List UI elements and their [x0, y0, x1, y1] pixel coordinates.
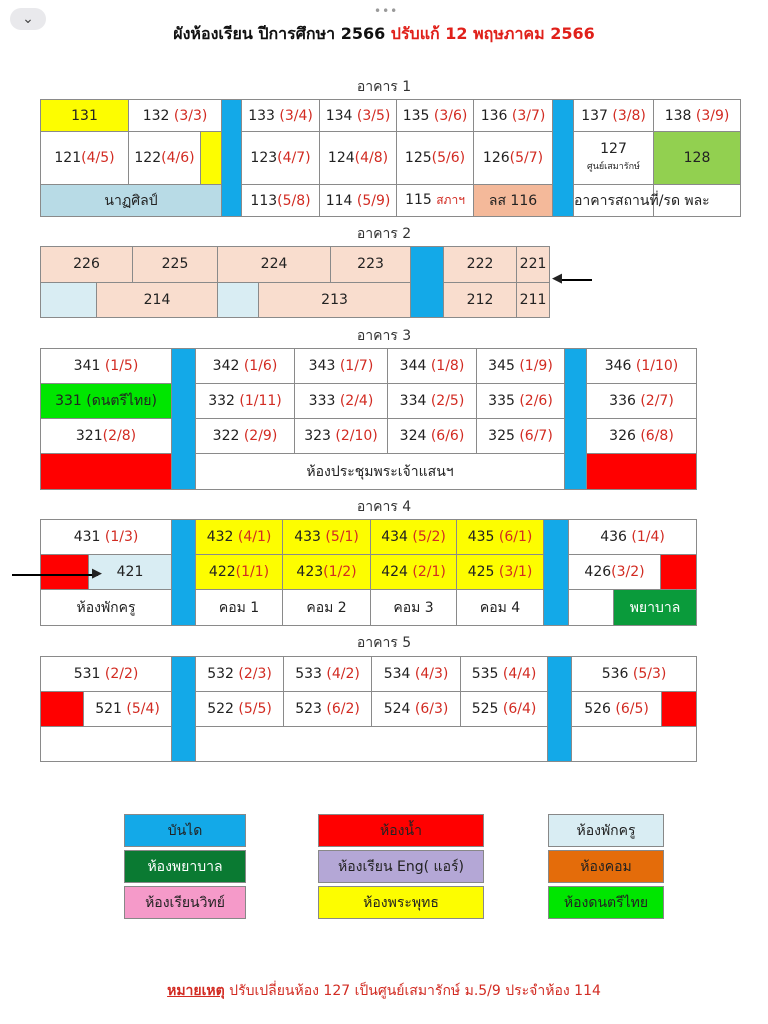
- room-523: 523 (6/2): [284, 692, 372, 727]
- room-421: 421: [89, 555, 172, 590]
- stairs: [553, 100, 574, 217]
- stairs: [172, 657, 196, 762]
- stairs: [172, 349, 196, 490]
- room-127: 127 ศูนย์เสมารักษ์: [574, 132, 654, 185]
- room-431: 431 (1/3): [41, 520, 172, 555]
- title-text: ผังห้องเรียน ปีการศึกษา 2566: [173, 24, 386, 43]
- room-226: 226: [41, 247, 133, 283]
- room-131: 131: [41, 100, 129, 132]
- room-125: 125(5/6): [397, 132, 474, 185]
- room-341: 341 (1/5): [41, 349, 172, 384]
- room-126: 126(5/7): [474, 132, 553, 185]
- room-533: 533 (4/2): [284, 657, 372, 692]
- room-135: 135 (3/6): [397, 100, 474, 132]
- stairs: [565, 349, 587, 490]
- room-346: 346 (1/10): [587, 349, 697, 384]
- room-532: 532 (2/3): [196, 657, 284, 692]
- room-116: ลส 116: [474, 185, 553, 217]
- room-121: 121(4/5): [41, 132, 129, 185]
- empty-cell-b5-mid: [196, 727, 548, 762]
- room-336: 336 (2/7): [587, 384, 697, 419]
- room-333: 333 (2/4): [295, 384, 388, 419]
- room-323: 323 (2/10): [295, 419, 388, 454]
- building-4-grid: [40, 519, 697, 626]
- room-525: 525 (6/4): [461, 692, 548, 727]
- page-title: [0, 22, 768, 47]
- room-436: 436 (1/4): [569, 520, 697, 555]
- room-221: 221: [517, 247, 550, 283]
- room-425: 425 (3/1): [457, 555, 544, 590]
- building-3-label: อาคาร 3: [356, 328, 412, 344]
- building-5-grid: [40, 656, 697, 762]
- arrow-left-icon: [560, 279, 592, 281]
- legend-teacher: ห้องพักครู: [548, 814, 664, 847]
- stairs: [411, 247, 444, 318]
- room-325: 325 (6/7): [477, 419, 565, 454]
- room-123: 123(4/7): [242, 132, 320, 185]
- room-536: 536 (5/3): [572, 657, 697, 692]
- empty-cell-b5-right: [572, 727, 697, 762]
- room-522: 522 (5/5): [196, 692, 284, 727]
- room-321: 321(2/8): [41, 419, 172, 454]
- room-213: 213: [259, 282, 411, 318]
- room-114: 114 (5/9): [320, 185, 397, 217]
- room-115: 115 สภาฯ: [397, 185, 474, 217]
- room-422: 422(1/1): [196, 555, 283, 590]
- room-212: 212: [444, 282, 517, 318]
- more-options-icon[interactable]: •••: [374, 4, 399, 18]
- room-433: 433 (5/1): [283, 520, 371, 555]
- room-345: 345 (1/9): [477, 349, 565, 384]
- legend-stairs: บันได: [124, 814, 246, 847]
- toilet-b3-left: [41, 454, 172, 490]
- room-534: 534 (4/3): [372, 657, 461, 692]
- room-343: 343 (1/7): [295, 349, 388, 384]
- legend-buddha: ห้องพระพุทธ: [318, 886, 484, 919]
- legend-computer: ห้องคอม: [548, 850, 664, 883]
- chevron-down-icon: ⌄: [22, 11, 34, 27]
- building-2-label: อาคาร 2: [356, 226, 412, 242]
- room-138: 138 (3/9): [654, 100, 741, 132]
- toilet-b5-left: [41, 692, 84, 727]
- teacher-room-b2b: [218, 282, 259, 318]
- stairs: [544, 520, 569, 626]
- room-222: 222: [444, 247, 517, 283]
- meeting-room: ห้องประชุมพระเจ้าแสนฯ: [196, 454, 565, 490]
- room-113: 113(5/8): [242, 185, 320, 217]
- room-134: 134 (3/5): [320, 100, 397, 132]
- toilet-b5-right: [662, 692, 697, 727]
- room-535: 535 (4/4): [461, 657, 548, 692]
- room-326: 326 (6/8): [587, 419, 697, 454]
- room-building-place: อาคารสถานที่/รด: [574, 185, 654, 217]
- room-physical-ed: พละ: [654, 185, 741, 217]
- teacher-room-b4: ห้องพักครู: [41, 590, 172, 626]
- building-4-label: อาคาร 4: [356, 499, 412, 515]
- room-natasilp: นาฏศิลป์: [41, 185, 222, 217]
- room-526: 526 (6/5): [572, 692, 662, 727]
- room-331: 331 (ดนตรีไทย): [41, 384, 172, 419]
- room-224: 224: [218, 247, 331, 283]
- empty-cell-b5-left: [41, 727, 172, 762]
- room-136: 136 (3/7): [474, 100, 553, 132]
- room-434: 434 (5/2): [371, 520, 457, 555]
- building-2-grid: [40, 246, 550, 318]
- building-3-grid: [40, 348, 697, 490]
- footnote-text: ปรับเปลี่ยนห้อง 127 เป็นศูนย์เสมารักษ์ ม.5/9 ประจำห้อง 114: [224, 983, 601, 999]
- arrow-right-icon: [12, 574, 98, 576]
- stairs: [222, 100, 242, 217]
- room-524: 524 (6/3): [372, 692, 461, 727]
- toilet-b3-right: [587, 454, 697, 490]
- room-324: 324 (6/6): [388, 419, 477, 454]
- footnote-heading: หมายเหตุ: [167, 983, 225, 999]
- computer-room-2: คอม 2: [283, 590, 371, 626]
- room-214: 214: [97, 282, 218, 318]
- room-211: 211: [517, 282, 550, 318]
- stairs: [548, 657, 572, 762]
- nurse-room: พยาบาล: [614, 590, 697, 626]
- room-124: 124(4/8): [320, 132, 397, 185]
- room-128: 128: [654, 132, 741, 185]
- teacher-room-b2: [41, 282, 97, 318]
- room-133: 133 (3/4): [242, 100, 320, 132]
- building-5-label: อาคาร 5: [356, 635, 412, 651]
- footnote: [0, 980, 768, 1002]
- building-1-label: อาคาร 1: [356, 79, 412, 95]
- room-342: 342 (1/6): [196, 349, 295, 384]
- room-531: 531 (2/2): [41, 657, 172, 692]
- title-revision: ปรับแก้ 12 พฤษภาคม 2566: [390, 24, 595, 43]
- legend-science: ห้องเรียนวิทย์: [124, 886, 246, 919]
- room-334: 334 (2/5): [388, 384, 477, 419]
- computer-room-4: คอม 4: [457, 590, 544, 626]
- legend-thaimusic: ห้องดนตรีไทย: [548, 886, 664, 919]
- room-225: 225: [133, 247, 218, 283]
- room-423: 423(1/2): [283, 555, 371, 590]
- room-521: 521 (5/4): [84, 692, 172, 727]
- buddha-room-122: [201, 132, 222, 185]
- room-432: 432 (4/1): [196, 520, 283, 555]
- room-424: 424 (2/1): [371, 555, 457, 590]
- toilet-b4-right: [661, 555, 697, 590]
- empty-cell-b4: [569, 590, 614, 626]
- room-132: 132 (3/3): [129, 100, 222, 132]
- legend-toilet: ห้องน้ำ: [318, 814, 484, 847]
- computer-room-3: คอม 3: [371, 590, 457, 626]
- room-335: 335 (2/6): [477, 384, 565, 419]
- building-1-grid: [40, 99, 741, 217]
- room-426: 426(3/2): [569, 555, 661, 590]
- arrow-right-head-icon: ▶: [92, 566, 102, 581]
- room-137: 137 (3/8): [574, 100, 654, 132]
- room-344: 344 (1/8): [388, 349, 477, 384]
- stairs: [172, 520, 196, 626]
- room-122: 122(4/6): [129, 132, 201, 185]
- room-322: 322 (2/9): [196, 419, 295, 454]
- computer-room-1: คอม 1: [196, 590, 283, 626]
- room-223: 223: [331, 247, 411, 283]
- room-332: 332 (1/11): [196, 384, 295, 419]
- legend-nurse: ห้องพยาบาล: [124, 850, 246, 883]
- legend-english: ห้องเรียน Eng( แอร์): [318, 850, 484, 883]
- room-435: 435 (6/1): [457, 520, 544, 555]
- arrow-left-head-icon: ◀: [552, 271, 562, 286]
- toilet-b4-left: [41, 555, 89, 590]
